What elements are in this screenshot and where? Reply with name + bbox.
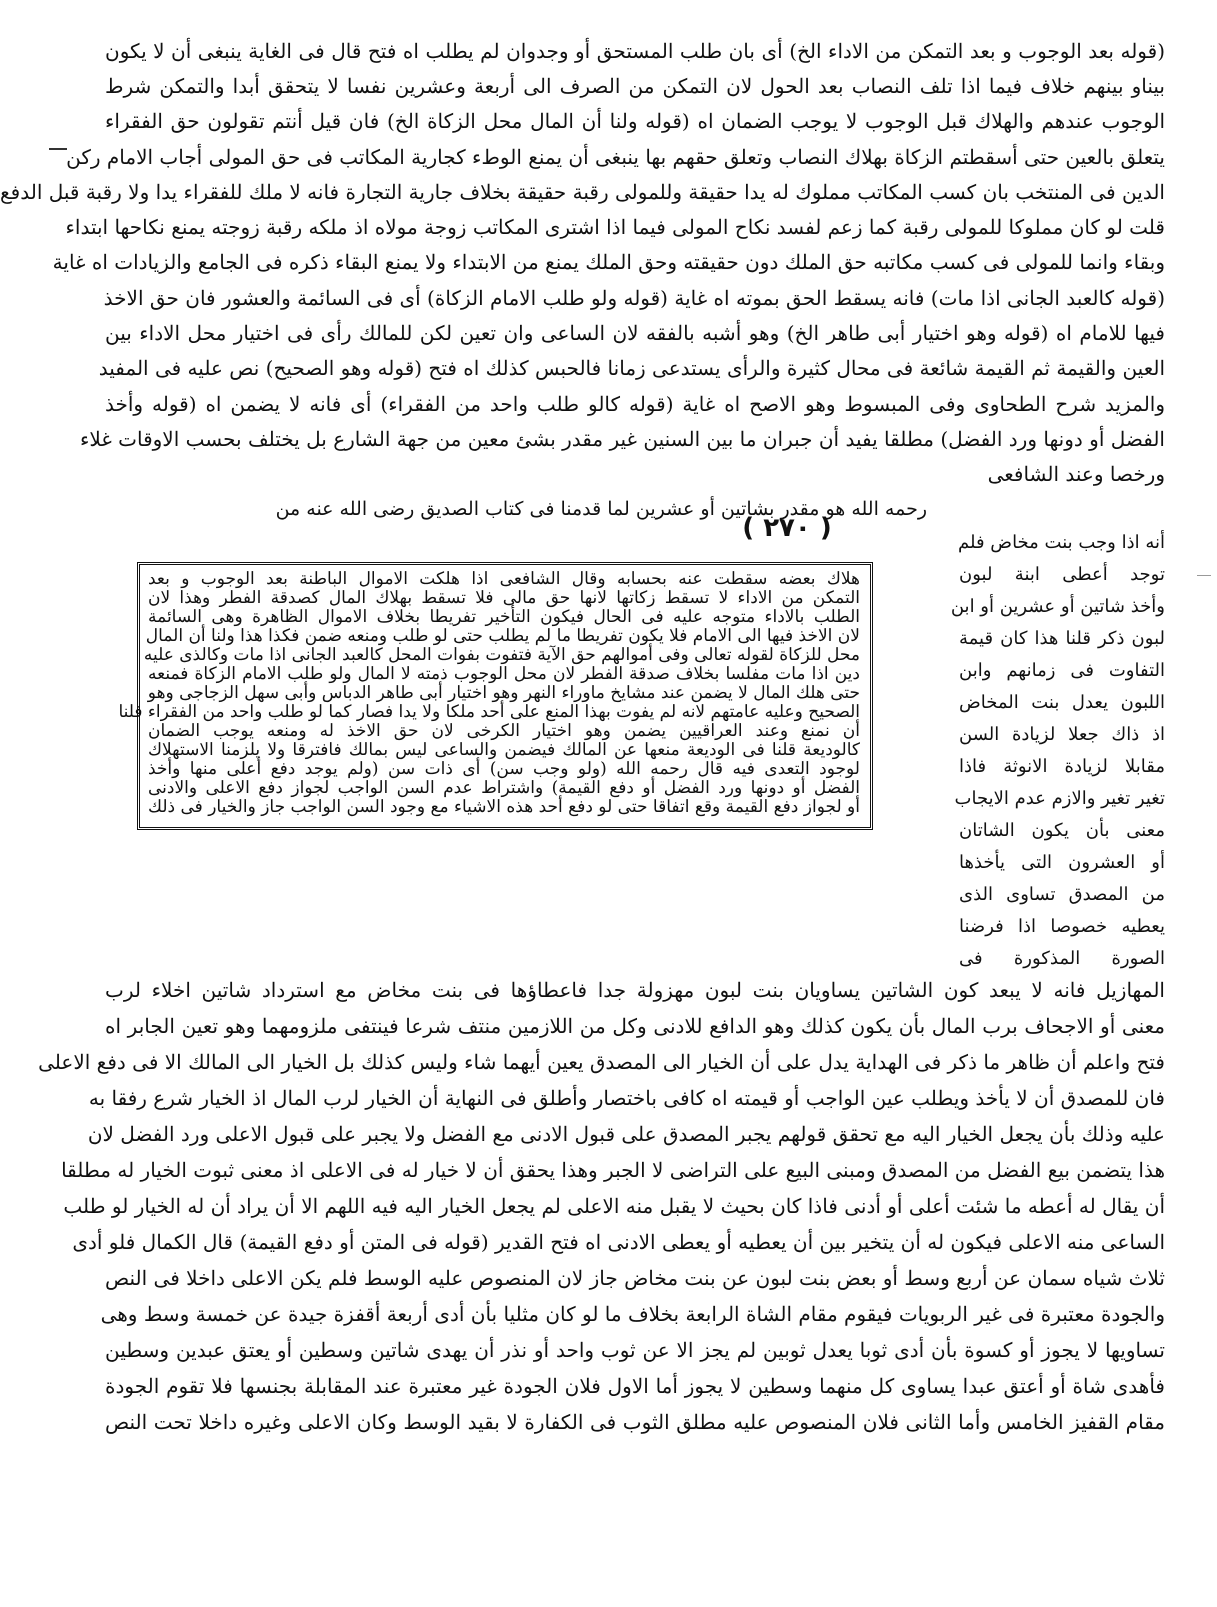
text-line: المهازيل فانه لا يبعد كون الشاتين يساويان بنت لبون مهزولة جدا فاعطاؤها فى بنت مخاض مع استرداد شاتين اخلاء لرب (105, 978, 1165, 1002)
text-line: والمزيد شرح الطحاوى وفى المبسوط وهو الاصح اه غاية (قوله كالو طلب واحد من الفقراء) أى فانه لا يضمن اه (قوله وأخذ (105, 392, 1165, 416)
text-line-continuation: رحمه الله هو مقدر بشاتين أو عشرين لما قدمنا فى كتاب الصديق رضى الله عنه من (275, 498, 927, 520)
margin-tick-mark (49, 148, 67, 150)
text-line: الدين فى المنتخب بان كسب المكاتب مملوك له يدا حقيقة وللمولى رقبة حقيقة بخلاف جارية التجارة فانه لا ملك للفقراء يدا ولا رقبة قبل الدفع (0, 180, 1165, 204)
text-line: مقابلا لزيادة الانوثة فاذا (959, 756, 1165, 777)
text-line: محل للزكاة لقوله تعالى وفى أموالهم حق الآية فتفوت بفوات المحل كالعبد الجانى اذا مات وكالذى عليه (143, 645, 860, 665)
text-line: يتعلق بالعين حتى أسقطتم الزكاة بهلاك النصاب وتعلق حقهم بها ينبغى أن يمنع الوطء كجارية المكاتب فى حق المولى أجاب الامام ركن (66, 145, 1165, 169)
text-line: دين اذا مات مفلسا بخلاف صدقة الفطر لان محل الوجوب ذمته لا المال ولو طلب الامام الزكاة فمنعه (148, 664, 860, 684)
text-line: التفاوت فى زمانهم وابن (959, 660, 1165, 681)
text-line: اذ ذاك جعلا لزيادة السن (959, 724, 1165, 745)
text-line: (قوله كالعبد الجانى اذا مات) فانه يسقط الحق بموته اه غاية (قوله ولو طلب الامام الزكاة) أى فى السائمة والعشور فان حق الاخذ (103, 286, 1165, 310)
text-line: أن نمنع وعند العراقيين يضمن وهو اختيار الكرخى لان حق الاخذ له ومنعه يوجب الضمان (148, 721, 860, 741)
text-line: لبون ذكر قلنا هذا كان قيمة (959, 628, 1165, 649)
margin-tick-mark-right (1197, 575, 1211, 576)
text-line: معنى بأن يكون الشاتان (959, 820, 1165, 841)
text-line: هذا يتضمن بيع الفضل من المصدق ومبنى البيع على التراضى لا الجبر وهذا يحقق أن لا خيار له فى الاعلى اذ معنى ثبوت الخيار له مطلقا (61, 1158, 1165, 1182)
text-line: يعطيه خصوصا اذا فرضنا (959, 916, 1165, 937)
text-line: لان الاخذ فيها الى الامام فلا يكون تفريطا ما لم يطلب حتى لو طلب ومنعه ضمن فكذا هذا ولنا أن المال (145, 626, 860, 646)
text-line: أو لجواز دفع القيمة وقع اتفاقا حتى لو دفع أحد هذه الاشياء مع وجود السن الواجب جاز والخيار فى ذلك (148, 797, 860, 817)
text-line: (قوله بعد الوجوب و بعد التمكن من الاداء الخ) أى بان طلب المستحق أو وجدوان لم يطلب اه فتح قال فى الغاية ينبغى أن لا يكون (105, 39, 1166, 63)
text-line: فيها للامام اه (قوله وهو اختيار أبى طاهر الخ) وهو أشبه بالفقه لان الساعى وان تعين لكن للمالك رأى فى اختيار محل الاداء بين (105, 321, 1165, 345)
text-line: الصورة المذكورة فى (959, 948, 1165, 969)
text-line: الفضل أو دونها ورد الفضل أو دفع القيمة) واشتراط عدم السن الواجب لجواز دفع الاعلى والادنى (148, 778, 860, 798)
text-line: فأهدى شاة أو أعتق عبدا يساوى كل منهما وسطين لا يجوز أما الاول فلان الجودة غير معتبرة عند المقابلة بجنسها فلا تقوم الجودة (105, 1374, 1165, 1398)
text-line: ثلاث شياه سمان عن أربع وسط أو بعض بنت لبون عن بنت مخاض جاز لان المنصوص عليه الوسط فلم يكن الاعلى داخلا فى النص (105, 1266, 1165, 1290)
text-line: والجودة معتبرة فى غير الربويات فيقوم مقام الشاة الرابعة بخلاف ما لو كان مثليا بأن أدى أربعة أقفزة جيدة عن خمسة وسط وهى (100, 1302, 1165, 1326)
text-line: التمكن من الاداء لا تسقط زكاتها لانها حق مالى فلا تسقط بهلاك المال كصدقة الفطر وهذا لان (148, 588, 860, 608)
text-line: تغير تغير والازم عدم الايجاب (954, 788, 1165, 809)
text-line: الساعى منه الاعلى فيكون له أن يتخير بين أن يعطيه أو يعطى الادنى اه فتح القدير (قوله فى المتن أو دفع القيمة) قال الكمال فلو أدى (72, 1230, 1165, 1254)
page-number: ( ٢٧٠ ) (742, 513, 832, 543)
text-line: توجد أعطى ابنة لبون (959, 564, 1165, 585)
text-line: مقام القفيز الخامس وأما الثانى فلان المنصوص عليه مطلق الثوب فى الكفارة لا بقيد الوسط وكان الاعلى وغيره داخلا تحت النص (105, 1410, 1165, 1434)
text-line: العين والقيمة ثم القيمة شائعة فى محال كثيرة والرأى يستدعى زمانا فالحبس كذلك اه فتح (قوله وهو الصحيح) نص عليه فى المفيد (98, 356, 1165, 380)
text-line: كالوديعة قلنا فى الوديعة منعها عن المالك فيضمن والساعى ليس بمالك فافترقا ولا يلزمنا الاستهلاك (148, 740, 860, 760)
text-line: تساويها لا يجوز أو كسوة بأن أدى ثوبا يعدل ثوبين لم يجز الا عن ثوب واحد أو نذر أن يهدى شاتين وسطين أو يعتق عبدين وسطين (105, 1338, 1165, 1362)
text-line: اللبون يعدل بنت المخاض (959, 692, 1165, 713)
text-line: حتى هلك المال لا يضمن عند مشايخ ماوراء النهر وهو اختيار أبى طاهر الدباس وأبى سهل الزجاجى وهو (147, 683, 860, 703)
text-line: هلاك بعضه سقطت عنه بحسابه وقال الشافعى اذا هلكت الاموال الباطنة بعد الوجوب و بعد (148, 569, 860, 589)
text-line: الوجوب عندهم والهلاك قبل الوجوب لا يوجب الضمان اه (قوله ولنا أن المال محل الزكاة الخ) فان قيل أنتم تقولون حق الفقراء (105, 109, 1165, 133)
text-line: قلت لو كان مملوكا للمولى رقبة كما زعم لفسد نكاح المولى فيما اذا اشترى المكاتب زوجة مولاه اذ ملكه رقبة زوجته يمنع نكاحها ابتداء (65, 215, 1165, 239)
text-line: معنى أو الاجحاف برب المال بأن يكون كذلك وهو الدافع للادنى وكل من اللازمين منتف شرعا فينتفى ملزومهما وهو تعين الجابر اه (105, 1014, 1165, 1038)
text-line: لوجود التعدى فيه قال رحمه الله (ولو وجب سن) أى ذات سن (ولم يوجد دفع أعلى منها وأخذ (148, 759, 860, 779)
main-text-box (118, 562, 873, 830)
text-line: من المصدق تساوى الذى (959, 884, 1165, 905)
text-line: وأخذ شاتين أو عشرين أو ابن (950, 596, 1165, 617)
text-line: فان للمصدق أن لا يأخذ ويطلب عين الواجب أو قيمته اه كافى باختصار وأطلق فى النهاية أن الخيار لرب المال اذ الخيار شرع رفقا به (88, 1086, 1165, 1110)
text-line: أو العشرون التى يأخذها (959, 852, 1165, 873)
text-line: أنه اذا وجب بنت مخاض فلم (958, 532, 1165, 553)
text-line: الفضل أو دونها ورد الفضل) مطلقا يفيد أن جبران ما بين السنين غير مقدر بشئ معين من جهة الشارع بل يختلف بحسب الاوقات غلاء (80, 427, 1165, 451)
text-line: أن يقال له أعطه ما شئت أعلى أو أدنى فاذا كان بحيث لا يقبل منه الاعلى لم يجعل الخيار اليه فيه اللهم الا أن يراد أن له الخيار لو طلب (63, 1194, 1165, 1218)
text-line: ورخصا وعند الشافعى (987, 462, 1165, 486)
text-line: وبقاء وانما للمولى فى كسب مكاتبه حق الملك دون حقيقته وحق الملك يمنع من الابتداء ولا يمنع البقاء ذكره فى الجامع والزيادات اه غاية (52, 250, 1165, 274)
text-line: الصحيح وعليه عامتهم لانه لم يفوت بهذا المنع على أحد ملكا ولا يدا فصار كما لو طلب واحد من الفقراء فلنا (118, 702, 860, 722)
text-line: فتح واعلم أن ظاهر ما ذكر فى الهداية يدل على أن الخيار الى المصدق يعين أيهما شاء وليس كذلك بل الخيار الى المالك الا فى دفع الاعلى (38, 1050, 1165, 1074)
text-line: عليه وذلك بأن يجعل الخيار اليه مع تحقق قولهم يجبر المصدق على قبول الادنى مع الفضل ولا يجبر على قبول الاعلى ورد الفضل لان (87, 1122, 1165, 1146)
text-line: الطلب بالاداء متوجه عليه فى الحال فيكون التأخير تفريطا بخلاف الاموال الظاهرة وهى السائمة (148, 607, 860, 627)
text-line: بيناو بينهم خلاف فيما اذا تلف النصاب بعد الحول لان التمكن من الصرف الى أربعة وعشرين نفسا لا يتحقق أبدا والتمكن شرط (105, 74, 1165, 98)
